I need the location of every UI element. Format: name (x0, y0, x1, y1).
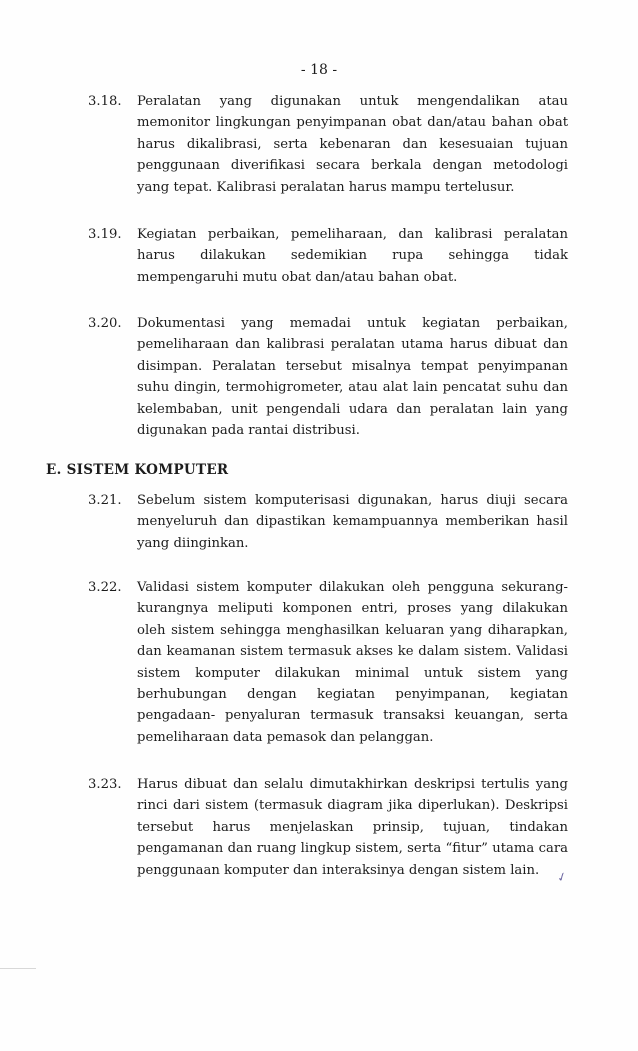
scan-edge-line (0, 968, 36, 969)
item-number: 3.19. (88, 227, 122, 242)
item-text: Dokumentasi yang memadai untuk kegiatan perbaikan, pemeliharaan dan kalibrasi peralatan utama harus dibuat dan disimpan. Peralatan tersebut misalnya tempat penyimpanan suhu dingin, termohigrometer, atau alat lain pencatat suhu dan kelembaban, unit pengendali udara dan peralatan lain yang digunakan pada rantai distribusi. (137, 316, 568, 439)
item-number: 3.23. (88, 777, 122, 792)
handwritten-initial-mark: ✓ (554, 868, 570, 886)
item-text: Kegiatan perbaikan, pemeliharaan, dan kalibrasi peralatan harus dilakukan sedemikian rupa sehingga tidak mempengaruhi mutu obat dan/atau bahan obat. (137, 227, 568, 285)
item-number: 3.20. (88, 316, 122, 331)
section-heading: E. SISTEM KOMPUTER (46, 462, 229, 478)
item-text: Sebelum sistem komputerisasi digunakan, harus diuji secara menyeluruh dan dipastikan kemampuannya memberikan hasil yang diinginkan. (137, 493, 568, 551)
item-text: Peralatan yang digunakan untuk mengendalikan atau memonitor lingkungan penyimpanan obat dan/atau bahan obat harus dikalibrasi, serta kebenaran dan kesesuaian tujuan penggunaan diverifikasi secara berkala dengan metodologi yang tepat. Kalibrasi peralatan harus mampu tertelusur. (137, 94, 568, 195)
item-text: Harus dibuat dan selalu dimutakhirkan deskripsi tertulis yang rinci dari sistem (termasuk diagram jika diperlukan). Deskripsi tersebut harus menjelaskan prinsip, tujuan, tindakan pengamanan dan ruang lingkup sistem, serta “fitur” utama cara penggunaan komputer dan interaksinya dengan sistem lain. (137, 777, 568, 878)
item-number: 3.22. (88, 580, 122, 595)
item-number: 3.18. (88, 94, 122, 109)
item-number: 3.21. (88, 493, 122, 508)
item-text: Validasi sistem komputer dilakukan oleh pengguna sekurang-kurangnya meliputi komponen entri, proses yang dilakukan oleh sistem sehingga menghasilkan keluaran yang diharapkan, dan keamanan sistem termasuk akses ke dalam sistem. Validasi sistem komputer dilakukan minimal untuk sistem yang berhubungan dengan kegiatan penyimpanan, kegiatan pengadaan- penyaluran termasuk transaksi keuangan, serta pemeliharaan data pemasok dan pelanggan. (137, 580, 568, 745)
page-number: - 18 - (300, 62, 338, 78)
